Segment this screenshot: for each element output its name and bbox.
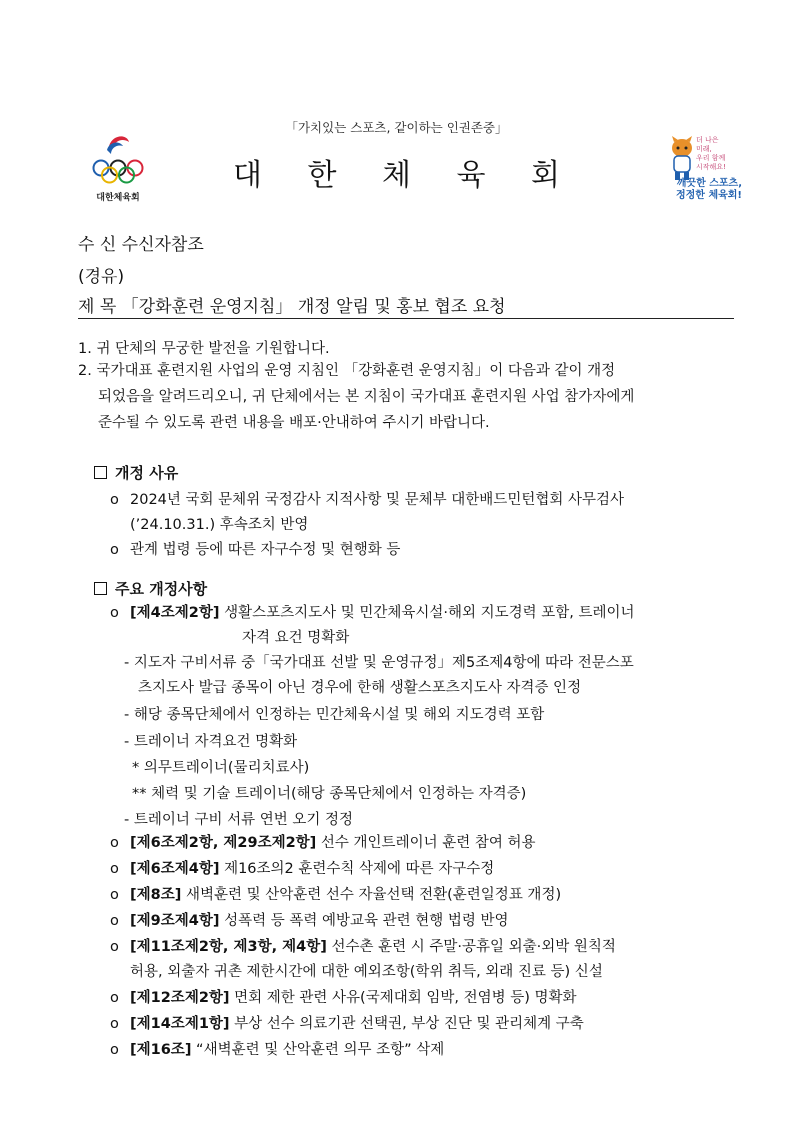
checkbox-square-icon	[94, 582, 107, 595]
divider	[78, 318, 734, 319]
mascot-speech: 더 나은 미래, 우리 함께 시작해요!	[696, 136, 726, 171]
section-heading-reason: 개정 사유	[94, 462, 178, 483]
via-line: (경유)	[78, 267, 125, 287]
section-heading-changes: 주요 개정사항	[94, 578, 207, 599]
right-tagline: 깨끗한 스포츠, 정정한 체육회!	[675, 178, 742, 201]
list-item: o [제16조] “새벽훈련 및 산악훈련 의무 조항” 삭제	[110, 1042, 445, 1058]
subject-line: 제 목 「강화훈련 운영지침」 개정 알림 및 홍보 협조 요청	[78, 297, 506, 317]
list-item: o [제8조] 새벽훈련 및 산악훈련 선수 자율선택 전환(훈련일정표 개정)	[110, 887, 562, 903]
list-item: o [제6조제4항] 제16조의2 훈련수칙 삭제에 따른 자구수정	[110, 861, 495, 877]
list-item: o [제14조제1항] 부상 선수 의료기관 선택권, 부상 진단 및 관리체계 구축	[110, 1016, 584, 1032]
org-title: 대 한 체 육 회	[232, 158, 579, 193]
recipient-line: 수 신 수신자참조	[78, 235, 204, 255]
list-item: o [제12조제2항] 면회 제한 관련 사유(국제대회 임박, 전염병 등) 명확화	[110, 990, 577, 1006]
sub-note: ** 체력 및 기술 트레이너(해당 종목단체에서 인정하는 자격증)	[132, 786, 527, 802]
list-item: o [제11조제2항, 제3항, 제4항] 선수촌 훈련 시 주말·공휴일 외출·외박 원칙적 허용, 외출자 귀촌 제한시간에 대한 예외조항(학위 취득, 외래 진료 등) 신설	[110, 939, 616, 980]
list-item: o 2024년 국회 문체위 국정감사 지적사항 및 문체부 대한배드민턴협회 사무검사 (’24.10.31.) 후속조치 반영	[110, 492, 624, 533]
list-item: o [제4조제2항] 생활스포츠지도사 및 민간체육시설·해외 지도경력 포함, 트레이너 자격 요건 명확화	[110, 605, 635, 646]
sub-item: - 트레이너 구비 서류 연번 오기 정정	[124, 812, 353, 828]
paragraph-1: 1. 귀 단체의 무궁한 발전을 기원합니다.	[78, 341, 330, 357]
mascot-logo	[656, 130, 742, 214]
sub-item: - 지도자 구비서류 중「국가대표 선발 및 운영규정」제5조제4항에 따라 전문스포 츠지도사 발급 종목이 아닌 경우에 한해 생활스포츠지도사 자격증 인정	[124, 655, 634, 696]
list-item: o [제6조제2항, 제29조제2항] 선수 개인트레이너 훈련 참여 허용	[110, 835, 536, 851]
checkbox-square-icon	[94, 466, 107, 479]
paragraph-2: 2. 국가대표 훈련지원 사업의 운영 지침인 「강화훈련 운영지침」이 다음과 같이 개정 되었음을 알려드리오니, 귀 단체에서는 본 지침이 국가대표 훈련지원 사업 참가자에게 준수될 수 있도록 관련 내용을 배포·안내하여 주시기 바랍니다.	[78, 363, 635, 431]
left-logo-text: 대한체육회	[96, 193, 140, 203]
sub-item: - 트레이너 자격요건 명확화	[124, 734, 298, 750]
list-item: o 관계 법령 등에 따른 자구수정 및 현행화 등	[110, 542, 401, 558]
sub-item: - 해당 종목단체에서 인정하는 민간체육시설 및 해외 지도경력 포함	[124, 707, 545, 723]
list-item: o [제9조제4항] 성폭력 등 폭력 예방교육 관련 현행 법령 반영	[110, 913, 509, 929]
slogan: 「가치있는 스포츠, 같이하는 인권존중」	[285, 120, 508, 135]
sub-note: * 의무트레이너(물리치료사)	[132, 760, 310, 776]
